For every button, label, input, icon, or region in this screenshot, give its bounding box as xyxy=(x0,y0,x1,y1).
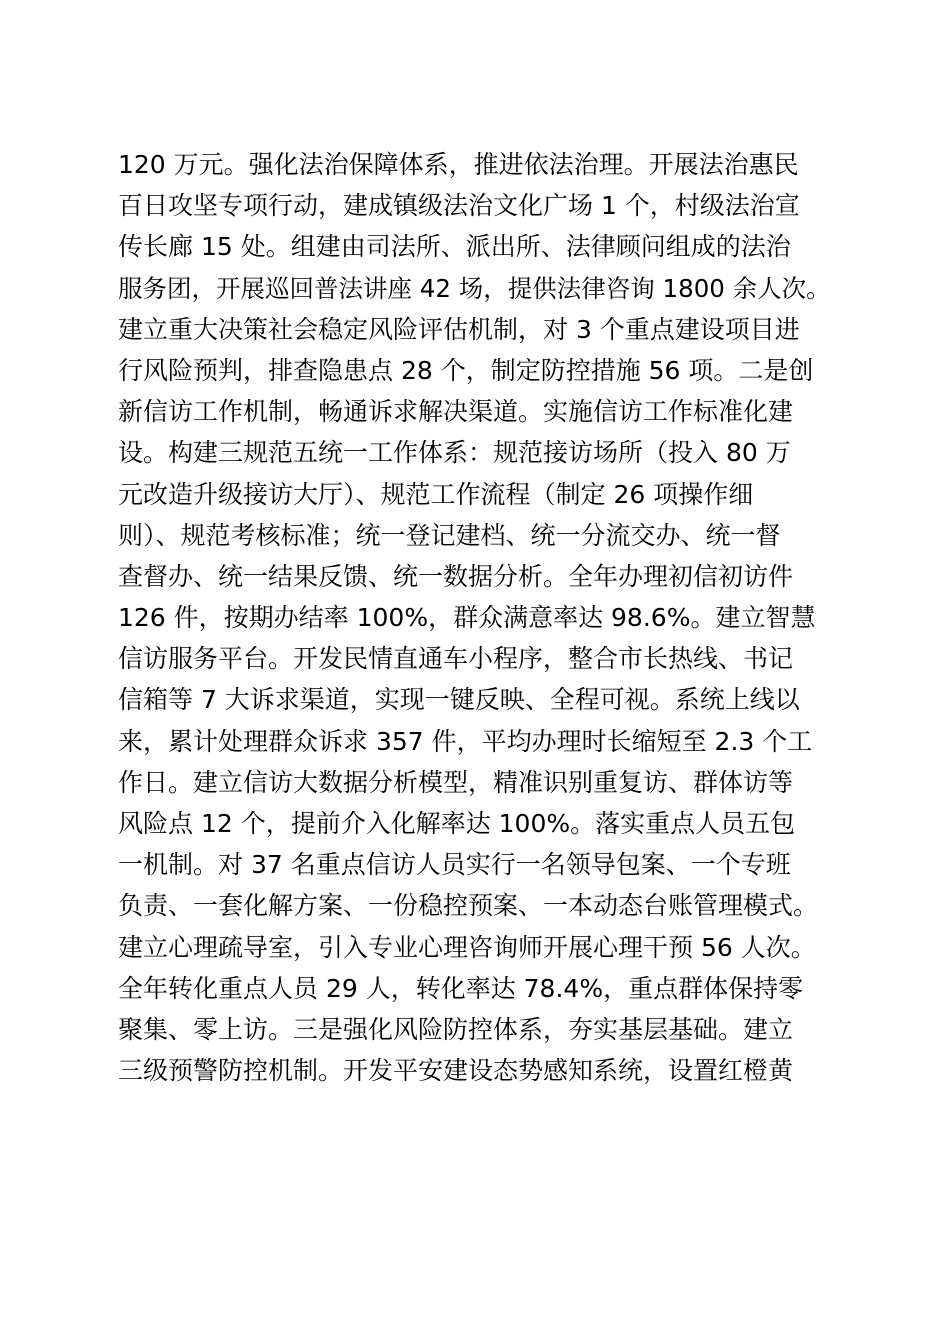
text-line: 负责、一套化解方案、一份稳控预案、一本动态台账管理模式。 xyxy=(118,891,819,921)
text-line: 全年转化重点人员 29 人，转化率达 78.4%，重点群体保持零 xyxy=(118,973,804,1003)
text-line: 信访服务平台。开发民情直通车小程序，整合市长热线、书记 xyxy=(118,644,794,674)
text-line: 风险点 12 个，提前介入化解率达 100%。落实重点人员五包 xyxy=(118,809,796,838)
text-line: 建立重大决策社会稳定风险评估机制，对 3 个重点建设项目进 xyxy=(118,314,800,344)
text-line: 设。构建三规范五统一工作体系：规范接访场所（投入 80 万 xyxy=(118,438,791,468)
text-line: 120 万元。强化法治保障体系，推进依法治理。开展法治惠民 xyxy=(118,150,799,179)
text-line: 查督办、统一结果反馈、统一数据分析。全年办理初信初访件 xyxy=(118,561,794,591)
text-line: 则）、规范考核标准；统一登记建档、统一分流交办、统一督 xyxy=(118,520,781,550)
text-line: 126 件，按期办结率 100%，群众满意率达 98.6%。建立智慧 xyxy=(118,603,816,633)
text-line: 新信访工作机制，畅通诉求解决渠道。实施信访工作标准化建 xyxy=(118,397,794,427)
text-line: 行风险预判，排查隐患点 28 个，制定防控措施 56 项。二是创 xyxy=(118,355,814,385)
text-line: 作日。建立信访大数据分析模型，精准识别重复访、群体访等 xyxy=(118,767,794,797)
text-line: 三级预警防控机制。开发平安建设态势感知系统，设置红橙黄 xyxy=(118,1056,794,1086)
text-line: 来，累计处理群众诉求 357 件，平均办理时长缩短至 2.3 个工 xyxy=(118,726,813,756)
text-line: 百日攻坚专项行动，建成镇级法治文化广场 1 个，村级法治宣 xyxy=(118,191,800,221)
body-paragraph xyxy=(118,144,838,1091)
text-line: 聚集、零上访。三是强化风险防控体系，夯实基层基础。建立 xyxy=(118,1014,794,1044)
text-line: 服务团，开展巡回普法讲座 42 场，提供法律咨询 1800 余人次。 xyxy=(118,273,831,303)
text-line: 信箱等 7 大诉求渠道，实现一键反映、全程可视。系统上线以 xyxy=(118,685,800,715)
text-line: 一机制。对 37 名重点信访人员实行一名领导包案、一个专班 xyxy=(118,850,791,880)
text-line: 建立心理疏导室，引入专业心理咨询师开展心理干预 56 人次。 xyxy=(118,932,816,962)
text-line: 传长廊 15 处。组建由司法所、派出所、法律顾问组成的法治 xyxy=(118,232,791,262)
text-line: 元改造升级接访大厅）、规范工作流程（制定 26 项操作细 xyxy=(118,479,754,509)
